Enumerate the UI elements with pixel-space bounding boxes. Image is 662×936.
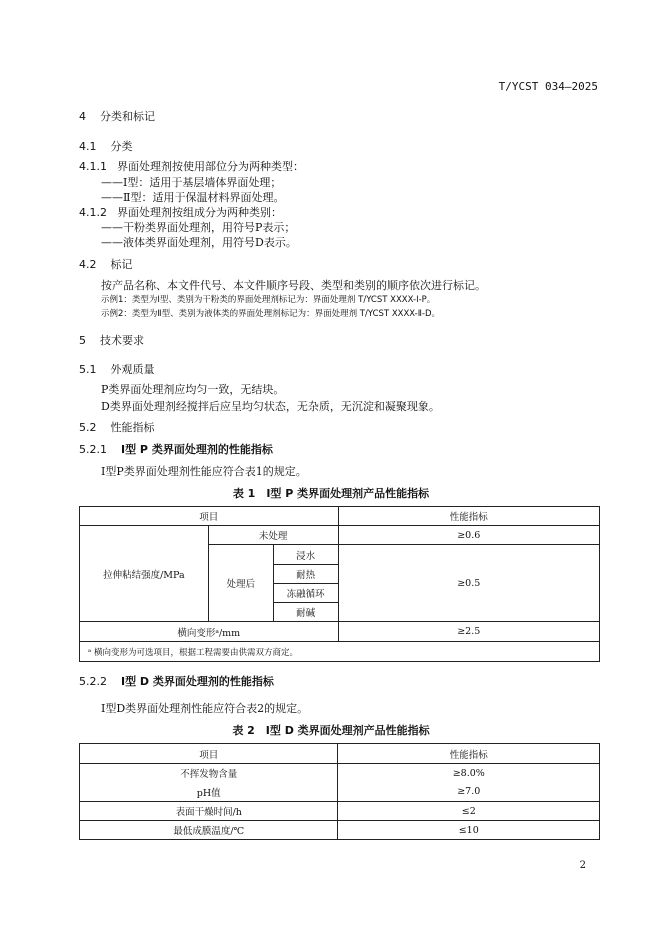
section-number: 5.1 (79, 363, 97, 376)
section-5-1-heading (79, 361, 155, 377)
clause-number: 4.1.1 (79, 160, 107, 173)
row-value: ≥8.0% (338, 764, 600, 783)
paragraph: Ⅰ型D类界面处理剂性能应符合表2的规定。 (101, 702, 309, 715)
section-5-2-2-heading (79, 673, 274, 689)
row-item: 表面干燥时间/h (80, 802, 338, 821)
row-item: 不挥发物含量 (80, 764, 338, 783)
marking-paragraph: 按产品名称、本文件代号、本文件顺序号段、类型和类别的顺序依次进行标记。 (101, 279, 486, 292)
table-header-row (80, 507, 600, 526)
example-label: 示例1： (101, 295, 132, 305)
section-title: 标记 (110, 258, 133, 271)
treated-item: 耐碱 (273, 603, 338, 622)
table-header-row (80, 744, 600, 764)
row-value: ≥7.0 (338, 783, 600, 802)
example-text: 类型为Ⅰ型、类别为干粉类的界面处理剂标记为：界面处理剂 T/YCST XXXX-Ⅰ-P。 (131, 295, 436, 305)
section-number: 5.2 (79, 421, 97, 434)
table-row (80, 802, 600, 821)
table-row (80, 622, 600, 642)
table-footnote-row (80, 642, 600, 662)
table-row (80, 764, 600, 783)
table-2-caption: 表 2 Ⅰ型 D 类界面处理剂产品性能指标 (232, 724, 430, 737)
paragraph: D类界面处理剂经搅拌后应呈均匀状态，无杂质，无沉淀和凝聚现象。 (101, 400, 440, 413)
section-4-2-heading (79, 256, 133, 272)
header-item: 项目 (80, 507, 339, 526)
paragraph: Ⅰ型P类界面处理剂性能应符合表1的规定。 (101, 465, 307, 478)
table-1 (79, 506, 600, 662)
treated-item: 冻融循环 (273, 584, 338, 603)
untreated-value: ≥0.6 (338, 526, 599, 545)
example-label: 示例2： (101, 309, 132, 319)
section-number: 5.2.2 (79, 675, 107, 688)
document-code: T/YCST 034—2025 (498, 80, 598, 93)
section-4-1-heading (79, 138, 133, 154)
section-title: Ⅰ型 D 类界面处理剂的性能指标 (121, 675, 274, 688)
section-title: 性能指标 (110, 421, 155, 434)
row-value: ≤10 (338, 821, 600, 840)
section-title: Ⅰ型 P 类界面处理剂的性能指标 (121, 443, 273, 456)
bond-strength-label: 拉伸粘结强度/MPa (80, 526, 209, 622)
table-footnote: ᵃ 横向变形为可选项目，根据工程需要由供需双方商定。 (80, 642, 600, 662)
clause-number: 4.1.2 (79, 206, 107, 219)
list-item: ——Ⅱ型：适用于保温材料界面处理。 (101, 191, 285, 204)
example-2 (101, 307, 440, 319)
row-value: ≤2 (338, 802, 600, 821)
treated-item: 浸水 (273, 545, 338, 565)
section-number: 4 (79, 110, 86, 123)
section-5-heading (79, 332, 144, 348)
example-1 (101, 293, 435, 305)
section-title: 分类 (110, 140, 133, 153)
section-title: 分类和标记 (100, 110, 155, 123)
row-item: pH值 (80, 783, 338, 802)
list-item: ——干粉类界面处理剂，用符号P表示； (101, 221, 296, 234)
clause-text: 界面处理剂按使用部位分为两种类型： (117, 160, 304, 173)
table-row (80, 526, 600, 545)
section-number: 4.2 (79, 258, 97, 271)
list-item: ——Ⅰ型：适用于基层墙体界面处理； (101, 176, 282, 189)
clause-text: 界面处理剂按组成分为两种类别： (117, 206, 282, 219)
header-item: 项目 (80, 744, 338, 764)
table-2 (79, 743, 600, 840)
row-item: 最低成膜温度/℃ (80, 821, 338, 840)
header-value: 性能指标 (338, 744, 600, 764)
paragraph: P类界面处理剂应均匀一致，无结块。 (101, 383, 285, 396)
section-number: 5 (79, 334, 86, 347)
section-title: 技术要求 (100, 334, 144, 347)
clause-4-1-1 (79, 158, 304, 174)
list-item: ——液体类界面处理剂，用符号D表示。 (101, 236, 297, 249)
section-title: 外观质量 (110, 363, 155, 376)
deform-value: ≥2.5 (338, 622, 599, 642)
treated-value: ≥0.5 (338, 545, 599, 622)
table-1-caption: 表 1 Ⅰ型 P 类界面处理剂产品性能指标 (232, 487, 430, 500)
clause-4-1-2 (79, 204, 282, 220)
section-4-heading (79, 108, 155, 124)
table-row (80, 783, 600, 802)
treated-label: 处理后 (208, 545, 273, 622)
section-number: 4.1 (79, 140, 97, 153)
example-text: 类型为Ⅱ型、类别为液体类的界面处理剂标记为：界面处理剂 T/YCST XXXX-Ⅱ-D。 (131, 309, 441, 319)
page-number: 2 (579, 860, 586, 871)
deform-label: 横向变形ᵃ/mm (80, 622, 339, 642)
section-5-2-1-heading (79, 441, 273, 457)
section-number: 5.2.1 (79, 443, 107, 456)
header-value: 性能指标 (338, 507, 599, 526)
untreated-label: 未处理 (208, 526, 338, 545)
treated-item: 耐热 (273, 565, 338, 584)
section-5-2-heading (79, 419, 155, 435)
table-row (80, 821, 600, 840)
